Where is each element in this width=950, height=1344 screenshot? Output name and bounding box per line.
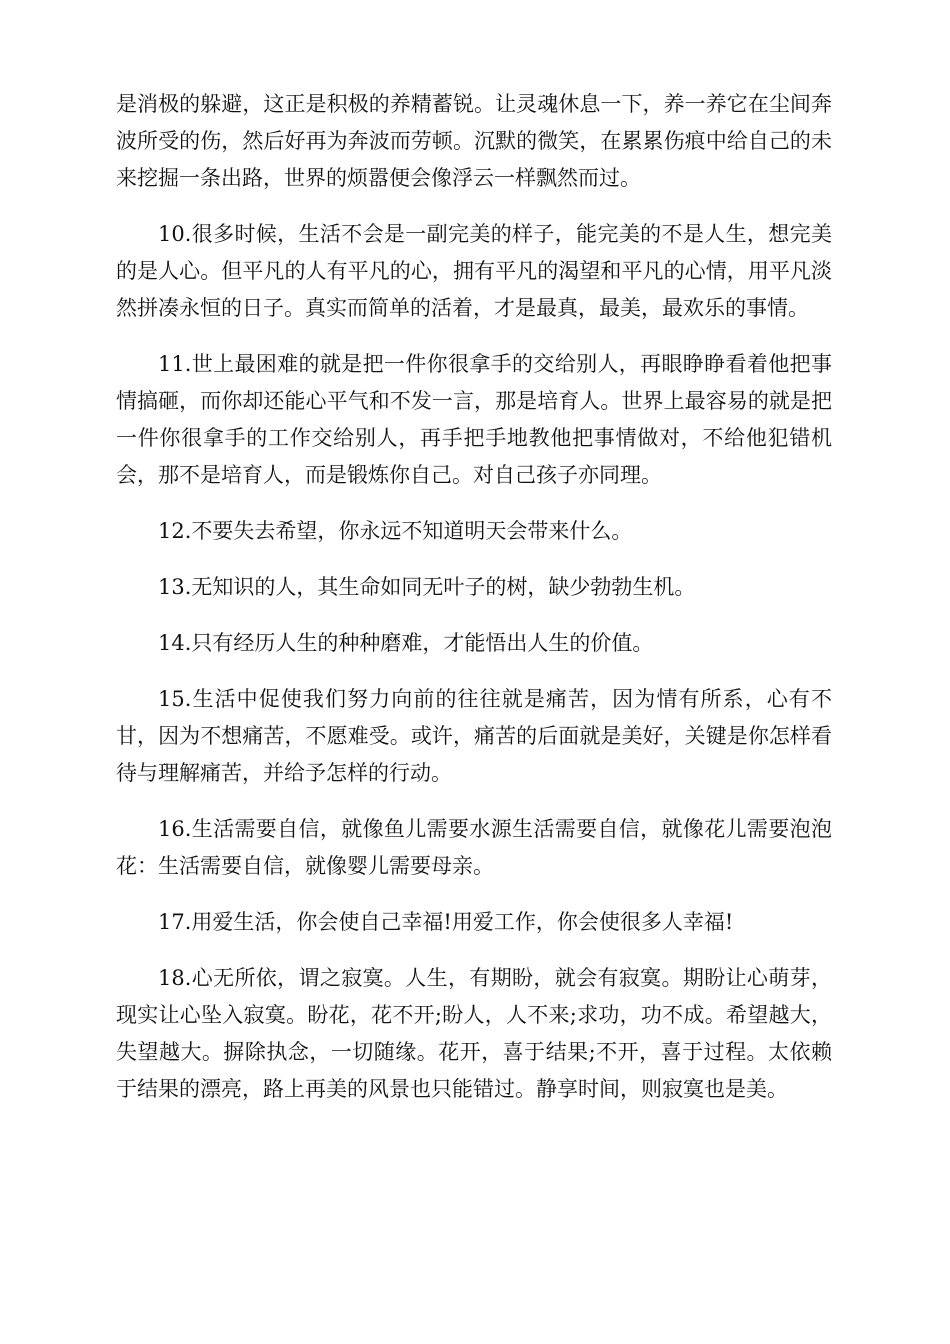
paragraph-12: 12.不要失去希望，你永远不知道明天会带来什么。: [158, 519, 633, 543]
document-page: [116, 86, 832, 1127]
paragraph-13: 13.无知识的人，其生命如同无叶子的树，缺少勃勃生机。: [158, 575, 696, 599]
paragraph-11: 11.世上最困难的就是把一件你很拿手的交给别人，再眼睁睁看着他把事情搞砸，而你却还能心平气和不发一言，那是培育人。世界上最容易的就是把一件你很拿手的工作交给别人，再手把手地教他把事情做对，不给他犯错机会，那不是培育人，而是锻炼你自己。对自己孩子亦同理。: [116, 352, 832, 487]
paragraph-18: 18.心无所依，谓之寂寞。人生，有期盼，就会有寂寞。期盼让心萌芽，现实让心坠入寂寞。盼花，花不开;盼人，人不来;求功，功不成。希望越大，失望越大。摒除执念，一切随缘。花开，喜于结果;不开，喜于过程。太依赖于结果的漂亮，路上再美的风景也只能错过。静享时间，则寂寞也是美。: [116, 966, 832, 1101]
paragraph-16: 16.生活需要自信，就像鱼儿需要水源生活需要自信，就像花儿需要泡泡花：生活需要自信，就像婴儿需要母亲。: [116, 817, 832, 878]
paragraph-10: 10.很多时候，生活不会是一副完美的样子，能完美的不是人生，想完美的是人心。但平凡的人有平凡的心，拥有平凡的渴望和平凡的心情，用平凡淡然拼凑永恒的日子。真实而简单的活着，才是最真，最美，最欢乐的事情。: [116, 222, 832, 320]
paragraph-continuation: 是消极的躲避，这正是积极的养精蓄锐。让灵魂休息一下，养一养它在尘间奔波所受的伤，然后好再为奔波而劳顿。沉默的微笑，在累累伤痕中给自己的未来挖掘一条出路，世界的烦嚣便会像浮云一样飘然而过。: [116, 92, 832, 190]
paragraph-14: 14.只有经历人生的种种磨难，才能悟出人生的价值。: [158, 631, 654, 655]
paragraph-17: 17.用爱生活，你会使自己幸福!用爱工作，你会使很多人幸福!: [158, 910, 734, 934]
paragraph-15: 15.生活中促使我们努力向前的往往就是痛苦，因为情有所系，心有不甘，因为不想痛苦，不愿难受。或许，痛苦的后面就是美好，关键是你怎样看待与理解痛苦，并给予怎样的行动。: [116, 687, 832, 785]
